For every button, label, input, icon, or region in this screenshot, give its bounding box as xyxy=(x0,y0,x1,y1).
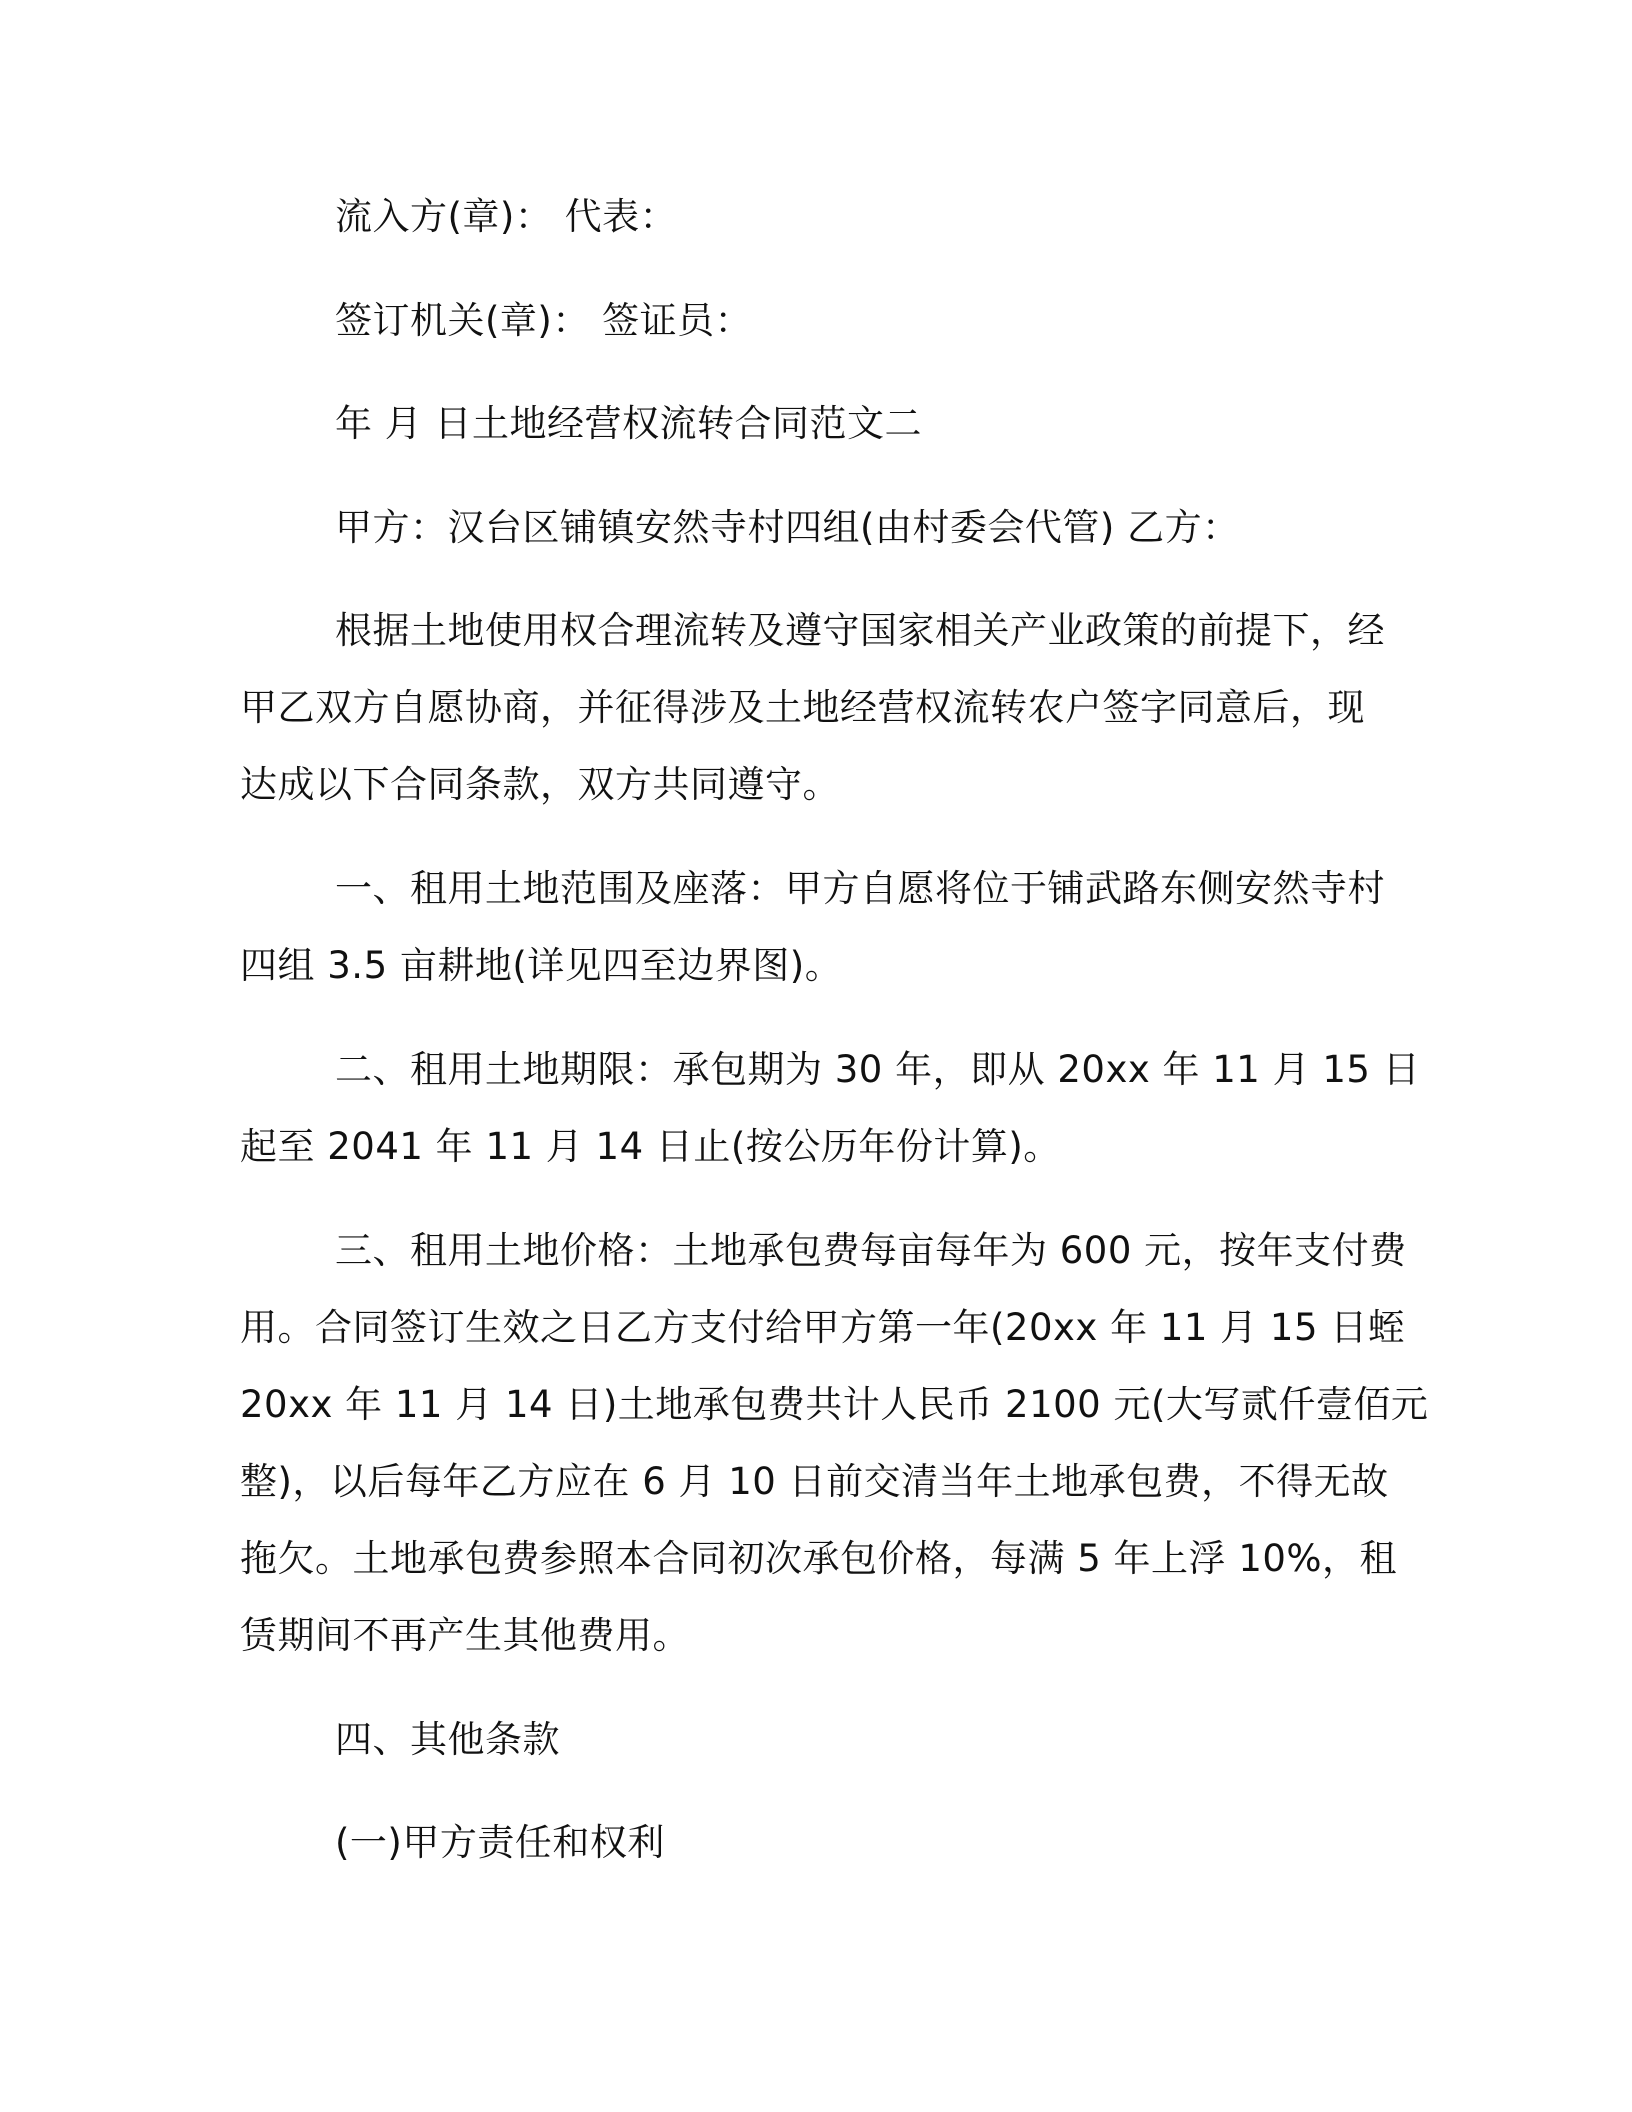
text-line-clause-4: 四、其他条款 xyxy=(335,1718,560,1761)
text-line-signing-authority: 签订机关(章)： 签证员： xyxy=(335,299,753,342)
text-line-clause-3c: 20xx 年 11 月 14 日)土地承包费共计人民币 2100 元(大写贰仟壹佰元 xyxy=(240,1383,1429,1426)
text-line-date-and-title: 年 月 日土地经营权流转合同范文二 xyxy=(335,402,923,445)
text-line-preamble-3: 达成以下合同条款，双方共同遵守。 xyxy=(240,763,840,806)
text-line-clause-3d: 整)，以后每年乙方应在 6 月 10 日前交清当年土地承包费，不得无故 xyxy=(240,1460,1389,1503)
text-line-clause-3a: 三、租用土地价格：土地承包费每亩每年为 600 元，按年支付费 xyxy=(335,1229,1407,1272)
text-line-clause-2a: 二、租用土地期限：承包期为 30 年，即从 20xx 年 11 月 15 日 xyxy=(335,1048,1421,1091)
text-line-clause-1b: 四组 3.5 亩耕地(详见四至边界图)。 xyxy=(240,944,843,987)
text-line-clause-1a: 一、租用土地范围及座落：甲方自愿将位于铺武路东侧安然寺村 xyxy=(335,867,1385,910)
text-line-preamble-2: 甲乙双方自愿协商，并征得涉及土地经营权流转农户签字同意后，现 xyxy=(240,686,1365,729)
text-line-clause-2b: 起至 2041 年 11 月 14 日止(按公历年份计算)。 xyxy=(240,1125,1061,1168)
text-line-parties: 甲方：汉台区铺镇安然寺村四组(由村委会代管) 乙方： xyxy=(335,506,1240,549)
text-line-transferee: 流入方(章)： 代表： xyxy=(335,195,678,238)
text-line-clause-3e: 拖欠。土地承包费参照本合同初次承包价格，每满 5 年上浮 10%，租 xyxy=(240,1537,1398,1580)
text-line-party-a-duties: (一)甲方责任和权利 xyxy=(335,1821,665,1864)
text-line-preamble-1: 根据土地使用权合理流转及遵守国家相关产业政策的前提下，经 xyxy=(335,609,1385,652)
text-line-clause-3f: 赁期间不再产生其他费用。 xyxy=(240,1614,690,1657)
text-line-clause-3b: 用。合同签订生效之日乙方支付给甲方第一年(20xx 年 11 月 15 日蛭 xyxy=(240,1306,1406,1349)
